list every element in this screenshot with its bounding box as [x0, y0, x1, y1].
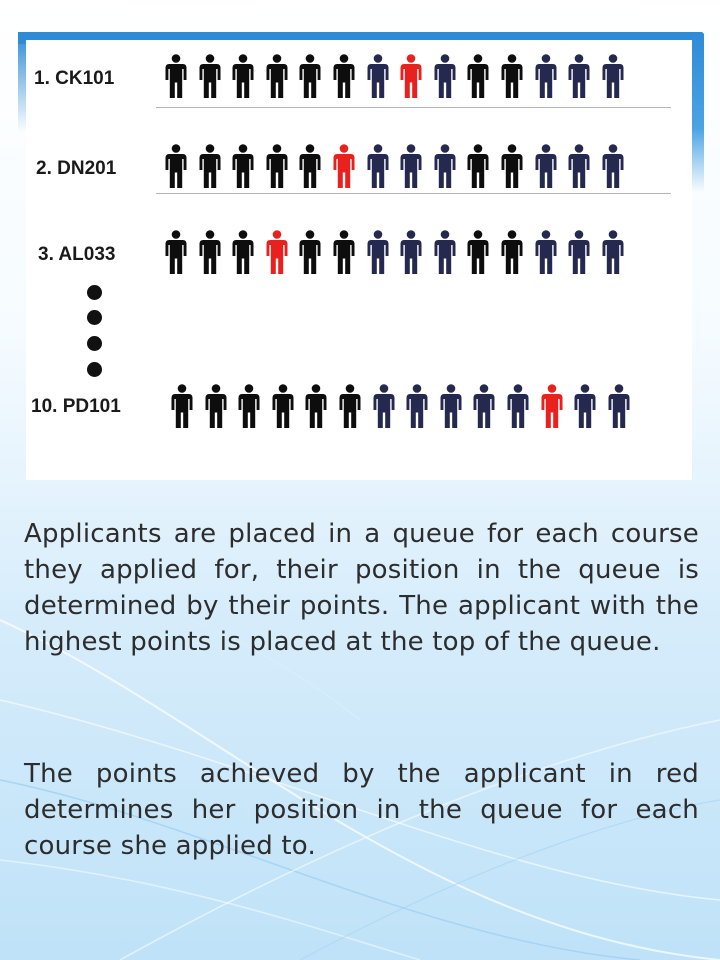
queue-label-4: 10. PD101 — [31, 396, 121, 417]
ellipsis-dot — [87, 310, 102, 325]
highlighted-applicant-icon — [333, 144, 355, 188]
person-icon — [602, 230, 624, 274]
queue-label-1: 1. CK101 — [34, 68, 115, 89]
person-icon — [299, 144, 321, 188]
person-icon — [602, 54, 624, 98]
person-icon — [339, 384, 361, 428]
person-icon — [232, 230, 254, 274]
person-icon — [199, 230, 221, 274]
queue-divider-1 — [156, 107, 671, 108]
person-icon — [299, 230, 321, 274]
queue-label-2: 2. DN201 — [36, 158, 117, 179]
person-icon — [574, 384, 596, 428]
person-icon — [400, 144, 422, 188]
ellipsis-dot — [87, 336, 102, 351]
person-icon — [367, 54, 389, 98]
person-icon — [434, 230, 456, 274]
explanation-paragraph-2: The points achieved by the applicant in red determines her position in the queue for each course she applied to. — [24, 759, 699, 861]
person-icon — [299, 54, 321, 98]
person-icon — [400, 230, 422, 274]
person-icon — [272, 384, 294, 428]
person-icon — [266, 144, 288, 188]
person-icon — [171, 384, 193, 428]
person-icon — [535, 144, 557, 188]
highlighted-applicant-icon — [541, 384, 563, 428]
person-icon — [232, 144, 254, 188]
person-icon — [238, 384, 260, 428]
person-icon — [535, 230, 557, 274]
person-icon — [165, 144, 187, 188]
person-icon — [568, 230, 590, 274]
person-icon — [333, 230, 355, 274]
person-icon — [199, 144, 221, 188]
queue-divider-2 — [156, 193, 671, 194]
person-icon — [602, 144, 624, 188]
person-icon — [266, 54, 288, 98]
person-icon — [199, 54, 221, 98]
person-icon — [434, 144, 456, 188]
person-icon — [434, 54, 456, 98]
person-icon — [568, 144, 590, 188]
queue-label-3: 3. AL033 — [38, 244, 116, 265]
person-icon — [205, 384, 227, 428]
person-icon — [305, 384, 327, 428]
person-icon — [507, 384, 529, 428]
person-icon — [373, 384, 395, 428]
person-icon — [467, 230, 489, 274]
person-icon — [367, 230, 389, 274]
person-icon — [467, 144, 489, 188]
ellipsis-dot — [87, 285, 102, 300]
person-icon — [467, 54, 489, 98]
queue-diagram-panel — [26, 40, 692, 480]
person-icon — [232, 54, 254, 98]
person-icon — [165, 54, 187, 98]
person-icon — [608, 384, 630, 428]
highlighted-applicant-icon — [400, 54, 422, 98]
frame-right-bar — [692, 32, 704, 192]
ellipsis-dot — [87, 362, 102, 377]
person-icon — [535, 54, 557, 98]
person-icon — [406, 384, 428, 428]
frame-left-bar — [18, 32, 26, 132]
person-icon — [501, 54, 523, 98]
person-icon — [165, 230, 187, 274]
explanation-paragraph-1: Applicants are placed in a queue for each course they applied for, their position in the queue is determined by their points. The applicant with the highest points is placed at the top of the queue. — [24, 519, 699, 657]
highlighted-applicant-icon — [266, 230, 288, 274]
person-icon — [440, 384, 462, 428]
person-icon — [367, 144, 389, 188]
person-icon — [333, 54, 355, 98]
person-icon — [501, 230, 523, 274]
person-icon — [473, 384, 495, 428]
person-icon — [501, 144, 523, 188]
person-icon — [568, 54, 590, 98]
